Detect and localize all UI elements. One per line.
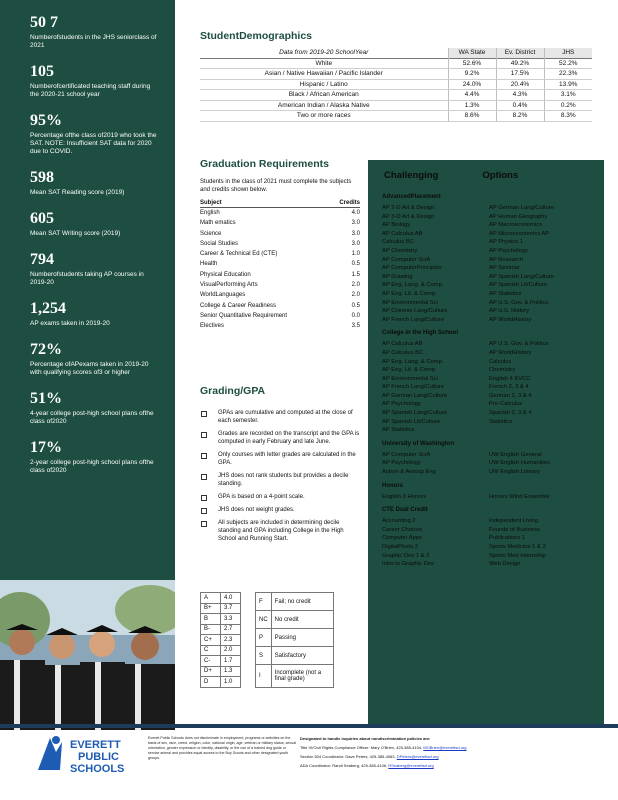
credit-value: 0.5 — [351, 261, 360, 268]
options-course-grid — [382, 517, 590, 569]
credit-subject: Senior Quantitative Requirement — [200, 312, 288, 319]
stat-description: Percentage ofAPexams taken in 2019-20 with qualifying scores of3 or higher — [30, 361, 149, 376]
course-item: Publications 1 — [489, 535, 526, 542]
stat-number: 50 7 — [30, 14, 58, 31]
credit-row — [200, 311, 360, 321]
credit-subject: Science — [200, 230, 222, 237]
grade-points: 3.3 — [221, 614, 241, 625]
course-item: AP Calculus BC — [382, 349, 424, 356]
logo-line2: PUBLIC — [78, 751, 119, 763]
demographic-value: 49.2% — [496, 58, 544, 69]
credits-list — [200, 208, 360, 332]
grade-row — [201, 624, 241, 635]
demographic-value: 3.1% — [544, 90, 592, 101]
demographic-value: 13.9% — [544, 79, 592, 90]
course-item: AP U.S. History — [489, 308, 530, 315]
grade-letter: C — [201, 645, 221, 656]
demographic-label: Hispanic / Latino — [200, 79, 448, 90]
contact-row — [300, 752, 610, 761]
gpa-list — [200, 409, 360, 543]
course-item: AP Seminar — [489, 265, 520, 272]
grade-row — [201, 635, 241, 646]
column-header: Ev. District — [496, 48, 544, 58]
demographic-value: 9.2% — [448, 69, 496, 80]
course-item: AP 3-D Art & Design — [382, 213, 435, 220]
grade-scale — [200, 592, 360, 688]
course-item: AP German Lang/Culture — [382, 392, 447, 399]
credit-row — [200, 321, 360, 331]
course-item: Pre-Calculus — [489, 401, 523, 408]
credit-subject: Health — [200, 261, 218, 268]
graduation-requirements — [200, 158, 360, 332]
course-item: AP Chinese Lang/Culture — [382, 308, 448, 315]
column-header: WA State — [448, 48, 496, 58]
grade-row — [201, 603, 241, 614]
options-course-grid — [382, 204, 590, 324]
course-item: Intro to Graphic Des — [382, 561, 434, 568]
passfail-row — [256, 647, 334, 665]
stat-block — [30, 300, 165, 328]
grade-points: 1.7 — [221, 656, 241, 667]
passfail-code: F — [256, 593, 272, 611]
stat-number: 105 — [30, 63, 54, 80]
course-item: AP WorldHistory — [489, 349, 532, 356]
course-item: AP U.S. Gov. & Politics — [489, 299, 549, 306]
course-item: AP Computer SciA — [382, 256, 431, 263]
course-item: Independent Living — [489, 518, 538, 525]
credit-row — [200, 290, 360, 300]
course-item: AP Spanish Lang/Culture — [382, 410, 447, 417]
stat-description: Numberofstudents in the JHS seniorclass of 2021 — [30, 34, 157, 49]
course-item: AP WorldHistory — [489, 316, 532, 323]
grade-points: 3.7 — [221, 603, 241, 614]
course-item: AP Psychology — [382, 401, 421, 408]
demographics-table — [200, 48, 592, 122]
grade-letter: C- — [201, 656, 221, 667]
grade-letter: C+ — [201, 635, 221, 646]
credit-row — [200, 218, 360, 228]
stat-block — [30, 341, 165, 377]
credit-value: 3.0 — [351, 240, 360, 247]
credit-row — [200, 301, 360, 311]
course-item: AP Environmental Sci — [382, 299, 438, 306]
options-title — [382, 170, 590, 181]
grade-points-table — [200, 592, 241, 688]
demographic-label: Black / African American — [200, 90, 448, 101]
credit-subject: Social Studies — [200, 240, 239, 247]
course-item: AP Statistics — [489, 290, 522, 297]
demographic-value: 17.5% — [496, 69, 544, 80]
credit-row — [200, 229, 360, 239]
course-item: English 3 Honors — [382, 493, 427, 500]
demographics-row — [200, 69, 592, 80]
demographic-value: 1.3% — [448, 100, 496, 111]
stat-block — [30, 210, 165, 238]
course-item: AP Eng. Lit. & Comp. — [382, 290, 437, 297]
challenging-options — [368, 160, 604, 725]
contact-text: Section 504 Coordinator: Dave Peters, 425-385-4063, — [300, 754, 396, 759]
course-item: DigitalPhoto 2 — [382, 544, 419, 550]
stat-number: 794 — [30, 251, 54, 268]
passfail-row — [256, 665, 334, 687]
course-item: AP Microeconomics AP — [489, 230, 550, 237]
stat-description: Percentage ofthe class of2019 who took the SAT. NOTE: Insufficient SAT data for 2020 due to COVID. — [30, 132, 157, 155]
demographic-value: 0.4% — [496, 100, 544, 111]
stat-description: 4-year college post-high school plans ofthe class of2020 — [30, 410, 154, 425]
footer — [0, 730, 618, 800]
grade-letter: B+ — [201, 603, 221, 614]
stat-block — [30, 63, 165, 99]
course-item: Web Design — [489, 561, 521, 568]
passfail-code: NC — [256, 611, 272, 629]
contact-row — [300, 761, 610, 770]
course-item: AP Calculus AB — [382, 230, 423, 237]
credit-subject: Math ematics — [200, 220, 236, 227]
grade-points: 2.0 — [221, 645, 241, 656]
passfail-code: P — [256, 629, 272, 647]
stat-block — [30, 251, 165, 287]
gpa-title: Grading/GPA — [200, 385, 266, 397]
stat-description: Mean SAT Reading score (2019) — [30, 189, 125, 196]
demographic-value: 24.0% — [448, 79, 496, 90]
demographic-value: 22.3% — [544, 69, 592, 80]
course-item: AP Physics 1 — [489, 239, 524, 246]
course-item: AP Psychology — [489, 247, 528, 254]
course-item: AP Environmental Sci — [382, 375, 438, 382]
credit-value: 0.0 — [351, 312, 360, 319]
stat-number: 598 — [30, 169, 54, 186]
everett-logo — [30, 730, 160, 780]
contact-email-link[interactable]: DPeters@everettsd.org — [396, 754, 439, 759]
options-course-grid — [382, 493, 590, 502]
demographic-value: 4.3% — [496, 90, 544, 101]
demographics-row — [200, 79, 592, 90]
grade-letter: D+ — [201, 666, 221, 677]
gpa-bullet: JHS does not rank students but provides a decile standing. — [200, 472, 360, 488]
stat-block — [30, 14, 165, 50]
credit-value: 3.5 — [351, 323, 360, 330]
demographic-value: 4.4% — [448, 90, 496, 101]
stat-description: Numberofcertificated teaching staff during the 2020-21 school year — [30, 83, 151, 98]
grade-row — [201, 666, 241, 677]
gpa-bullet: All subjects are included in determining decile standing and GPA including College in the High School and Running Start. — [200, 519, 360, 543]
contact-info — [300, 734, 610, 770]
credit-row — [200, 280, 360, 290]
demographics-row — [200, 111, 592, 122]
credit-value: 1.5 — [351, 271, 360, 278]
grade-letter: A — [201, 593, 221, 604]
demographic-label: Asian / Native Hawaiian / Pacific Islander — [200, 69, 448, 80]
demographics-row — [200, 90, 592, 101]
demographic-value: 20.4% — [496, 79, 544, 90]
credit-subject: College & Career Readiness — [200, 302, 277, 309]
passfail-meaning: Fail; no credit — [271, 593, 333, 611]
course-item: Career Choices — [382, 526, 423, 533]
credit-subject: VisualPerforming Arts — [200, 282, 258, 289]
course-item: AP Macroeconomics — [489, 222, 543, 229]
contact-email-link[interactable]: RSeaberg@everettsd.org — [388, 763, 434, 768]
grade-row — [201, 614, 241, 625]
credits-header — [200, 200, 360, 208]
options-section-title: Honors — [382, 482, 403, 489]
stat-number: 17% — [30, 439, 62, 456]
stat-description: AP exams taken in 2019-20 — [30, 320, 110, 327]
contact-text: Title IX/Civil Rights Compliance Officer: Mary O'Brien, 425-385-4104, — [300, 745, 423, 750]
stat-number: 95% — [30, 112, 62, 129]
stat-number: 605 — [30, 210, 54, 227]
demographic-value: 8.6% — [448, 111, 496, 122]
course-item: AP Statistics — [382, 427, 415, 434]
course-item: AP U.S. Gov. & Politics — [489, 341, 549, 348]
course-item: Spanish 2, 3 & 4 — [489, 410, 532, 417]
demographic-value: 8.3% — [544, 111, 592, 122]
course-item: AP Biology — [382, 222, 411, 229]
passfail-meaning: Incomplete (not a final grade) — [271, 665, 333, 687]
grade-row — [201, 593, 241, 604]
demographic-value: 8.2% — [496, 111, 544, 122]
credit-subject: Career & Technical Ed (CTE) — [200, 251, 278, 258]
course-item: AP Eng. Lit. & Comp. — [382, 367, 437, 374]
course-item: Sports Med Internship — [489, 552, 546, 559]
grade-row — [201, 677, 241, 688]
graduation-title: Graduation Requirements — [200, 158, 329, 170]
footer-rule — [0, 724, 618, 728]
stat-number: 1,254 — [30, 300, 66, 317]
course-item: Accounting 2 — [382, 518, 416, 525]
course-item: Computer Apps — [382, 535, 422, 542]
credit-value: 2.0 — [351, 282, 360, 289]
grade-points: 1.0 — [221, 677, 241, 688]
credit-subject: English — [200, 210, 220, 216]
graduates-photo — [0, 580, 175, 730]
course-item: AP Spanish Lit/Culture — [382, 418, 441, 425]
contact-row — [300, 743, 610, 752]
grade-letter: B — [201, 614, 221, 625]
stat-block — [30, 112, 165, 156]
credit-value: 3.0 — [351, 220, 360, 227]
nondiscrimination-text: Everett Public Schools does not discriminate in employment, programs or activities on the basis of sex, race, creed, religion, color, national origin, age, veteran or military status, sexual orientation, gender expression or identity, disability, or the use of a trained dog guide or service animal and provides equal access to the Boy Scouts and other designated youth groups. — [148, 736, 297, 760]
demographic-label: American Indian / Alaska Native — [200, 100, 448, 111]
grade-row — [201, 656, 241, 667]
course-item: AP 2-D Art & Design — [382, 205, 435, 211]
passfail-code: I — [256, 665, 272, 687]
course-item: AP Eng. Lang. & Comp. — [382, 358, 444, 365]
stat-description: Mean SAT Writing score (2019) — [30, 230, 121, 237]
gpa-bullet: GPA is based on a 4-point scale. — [200, 493, 360, 501]
course-item: UW English Literary — [489, 469, 541, 476]
grade-points: 2.3 — [221, 635, 241, 646]
grade-row — [201, 645, 241, 656]
course-item: French 2, 3 & 4 — [489, 384, 529, 391]
pass-fail-table — [255, 592, 334, 688]
contact-text: ADA Coordinator: Randi Seaberg, 425-385-4106, — [300, 763, 388, 768]
demographics-row — [200, 58, 592, 69]
grade-points: 1.3 — [221, 666, 241, 677]
demographics-header: Data from 2019-20 SchoolYear — [279, 49, 369, 57]
options-section-title: College in the High School — [382, 330, 459, 337]
course-item: Graphic Des 1 & 2 — [382, 552, 430, 559]
grade-points: 4.0 — [221, 593, 241, 604]
course-item: AP Chemistry — [382, 247, 418, 254]
student-demographics — [200, 30, 592, 122]
passfail-code: S — [256, 647, 272, 665]
passfail-row — [256, 593, 334, 611]
course-item: AP Calculus AB — [382, 341, 423, 348]
course-item: Founds of Business — [489, 526, 540, 533]
credit-subject: Electives — [200, 323, 225, 330]
demographics-row — [200, 100, 592, 111]
gpa-bullet: JHS does not weight grades. — [200, 506, 360, 514]
credit-value: 2.0 — [351, 292, 360, 299]
course-item: German 2, 3 & 4 — [489, 392, 532, 399]
credit-value: 4.0 — [351, 210, 360, 216]
logo-line1: EVERETT — [70, 739, 121, 751]
options-title-b: Options — [482, 170, 519, 181]
course-item: UW English General — [489, 451, 542, 458]
grading-gpa — [200, 385, 360, 548]
options-title-a: Challenging — [384, 170, 439, 181]
grade-letter: B- — [201, 624, 221, 635]
demographic-value: 0.2% — [544, 100, 592, 111]
credit-value: 0.5 — [351, 302, 360, 309]
credit-row — [200, 259, 360, 269]
stat-block — [30, 390, 165, 426]
course-item: Calculus BC — [382, 239, 414, 246]
passfail-row — [256, 611, 334, 629]
stat-block — [30, 169, 165, 197]
credit-subject: Physical Education — [200, 271, 251, 278]
passfail-meaning: Satisfactory — [271, 647, 333, 665]
stat-block — [30, 439, 165, 475]
credit-row — [200, 270, 360, 280]
column-header: JHS — [544, 48, 592, 58]
credit-row — [200, 249, 360, 259]
stat-number: 51% — [30, 390, 62, 407]
options-course-grid — [382, 451, 590, 477]
course-item: UW English Humanities — [489, 460, 550, 467]
graduates-image — [0, 580, 175, 730]
course-item: AP Psychology — [382, 460, 421, 467]
course-item: AP French Lang/Culture — [382, 384, 445, 391]
credit-subject: WorldLanguages — [200, 292, 246, 299]
subject-header: Subject — [200, 200, 222, 206]
course-item: Chemistry — [489, 367, 516, 374]
course-item: AP Drawing — [382, 273, 413, 280]
course-item: AP Spanish Lit/Culture — [489, 282, 548, 289]
stat-number: 72% — [30, 341, 62, 358]
credit-row — [200, 208, 360, 218]
stat-description: Numberofstudents taking AP courses in 2019-20 — [30, 271, 144, 286]
course-item: AP Human Geography — [489, 213, 548, 220]
course-item: AP ComputerPrinciples — [382, 265, 442, 272]
course-item: AP Research — [489, 256, 524, 263]
gpa-bullet: Grades are recorded on the transcript and the GPA is computed in early February and late June. — [200, 430, 360, 446]
course-item: Sports Medicine 1 & 2 — [489, 544, 546, 550]
options-course-grid — [382, 340, 590, 435]
course-item: AP French Lang/Culture — [382, 316, 445, 323]
course-item: Calculus — [489, 358, 512, 365]
gpa-bullet: GPAs are cumulative and computed at the close of each semester. — [200, 409, 360, 425]
contact-email-link[interactable]: MOBrien@everettsd.org — [423, 745, 467, 750]
course-item: AP Computer SciA — [382, 451, 431, 458]
graduation-intro: Students in the class of 2021 must complete the subjects and credits shown below. — [200, 179, 352, 193]
demographic-label: White — [200, 58, 448, 69]
course-item: AP German Lang/Culture — [489, 205, 554, 211]
passfail-row — [256, 629, 334, 647]
course-item — [489, 426, 590, 435]
course-item: Astron & Aerosp Eng — [382, 469, 436, 476]
course-item: Honors Wind Ensemble — [489, 493, 550, 500]
grade-points: 2.7 — [221, 624, 241, 635]
demographics-title: StudentDemographics — [200, 30, 313, 42]
credit-row — [200, 239, 360, 249]
demographic-label: Two or more races — [200, 111, 448, 122]
gpa-bullet: Only courses with letter grades are calculated in the GPA. — [200, 451, 360, 467]
course-item: Statistics — [489, 418, 513, 425]
options-section-title: University of Washington — [382, 440, 455, 447]
contact-header: Designated to handle inquiries about nondiscrimination policies are: — [300, 736, 431, 741]
demographic-value: 52.2% — [544, 58, 592, 69]
passfail-meaning: Passing — [271, 629, 333, 647]
options-section-title: AdvancedPlacement — [382, 194, 441, 200]
course-item: AP Eng. Lang. & Comp. — [382, 282, 444, 289]
options-section-title: CTE Dual Credit — [382, 507, 428, 514]
demographic-value: 52.6% — [448, 58, 496, 69]
credit-value: 1.0 — [351, 251, 360, 258]
course-item: AP Spanish Lang/Culture — [489, 273, 554, 280]
logo-line3: SCHOOLS — [70, 763, 125, 775]
course-item: English 4 EVCC — [489, 375, 531, 382]
stat-description: 2-year college post-high school plans ofthe class of2020 — [30, 459, 154, 474]
passfail-meaning: No credit — [271, 611, 333, 629]
credit-value: 3.0 — [351, 230, 360, 237]
credits-header-label: Credits — [339, 200, 360, 206]
stats-sidebar — [0, 0, 175, 580]
grade-letter: D — [201, 677, 221, 688]
